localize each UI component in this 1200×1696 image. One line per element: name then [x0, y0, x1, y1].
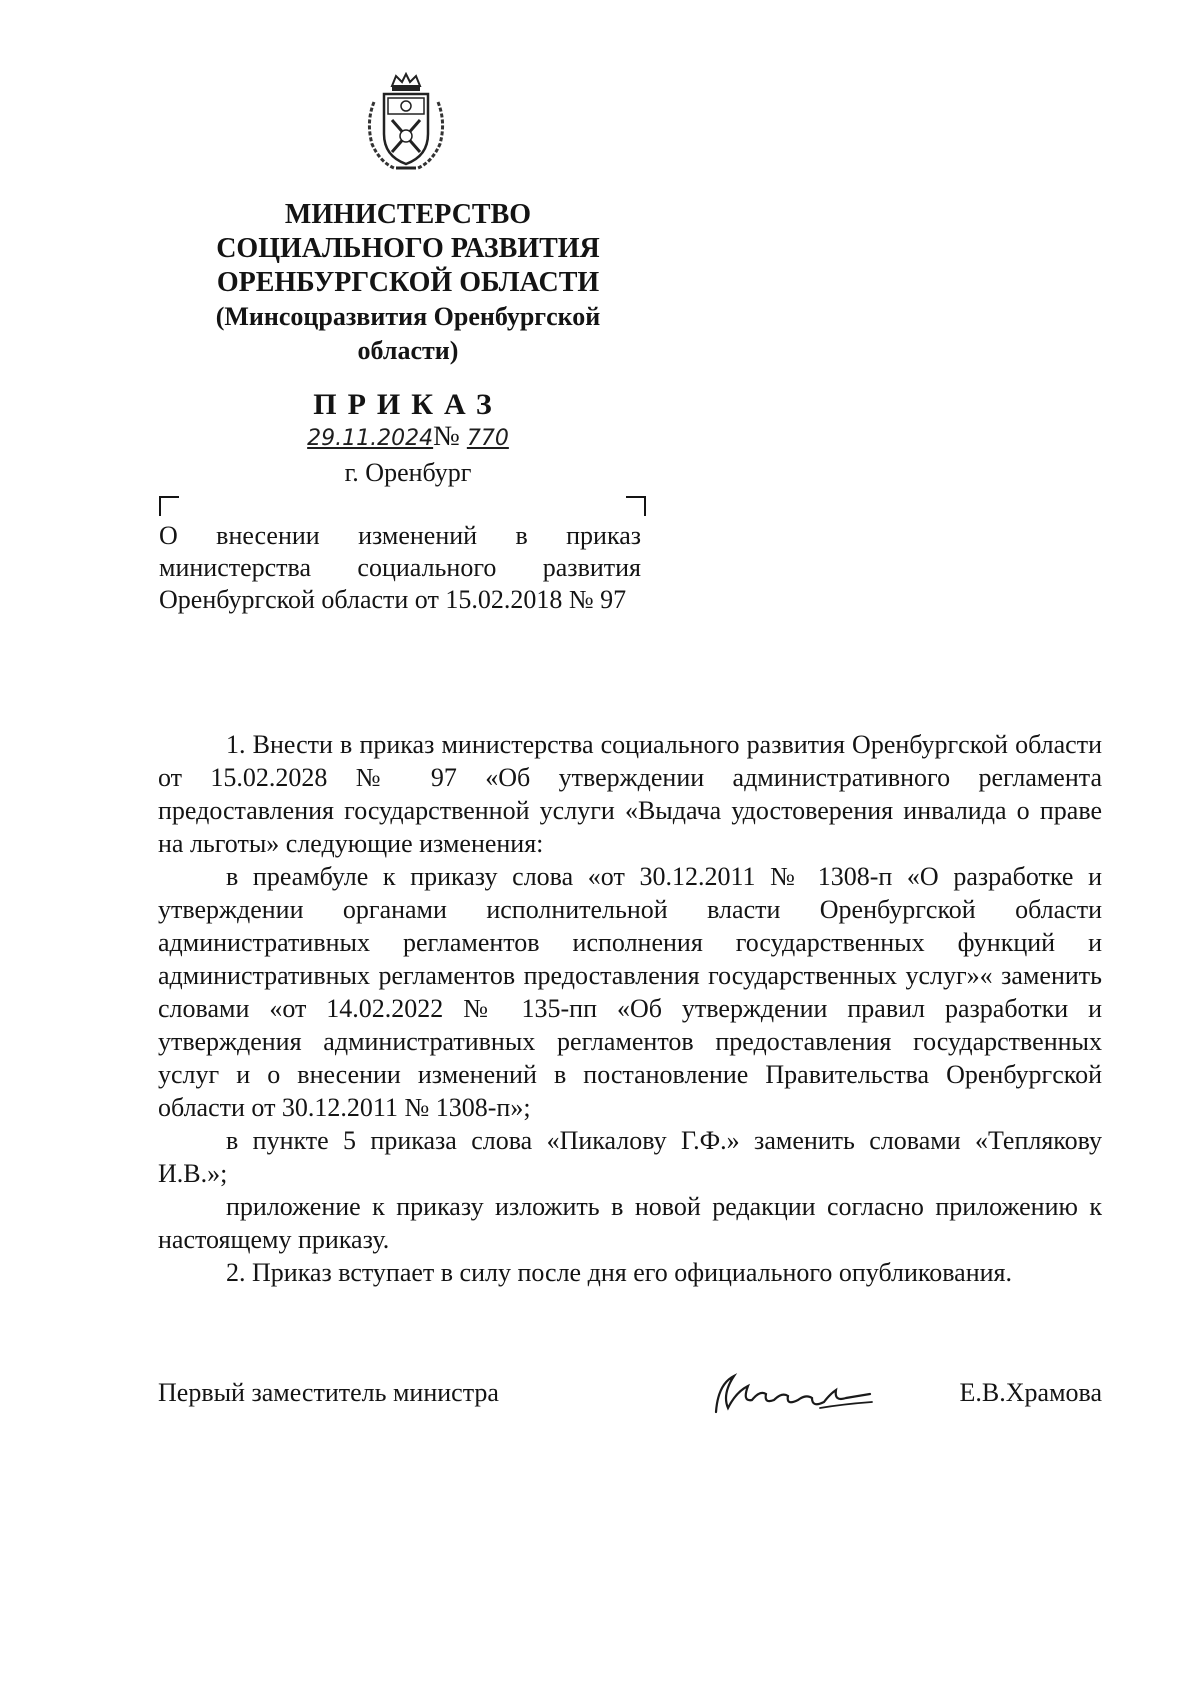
corner-bracket-left — [159, 496, 179, 516]
signature-block — [158, 1378, 1102, 1428]
org-name-line: ОРЕНБУРГСКОЙ ОБЛАСТИ — [216, 267, 600, 298]
order-date: 29.11.2024 — [307, 426, 434, 451]
body-paragraph: 1. Внести в приказ министерства социального развития Оренбургской области от 15.02.2028 № 97 «Об утверждении административного регламента предоставления государственной услуги «Выдача удостоверения инвалида о праве на льготы» следующие изменения: — [158, 730, 1102, 858]
body-paragraph: 2. Приказ вступает в силу после дня его официального опубликования. — [226, 1258, 1012, 1287]
order-city: г. Оренбург — [344, 458, 472, 487]
order-title: ПРИКАЗ — [313, 388, 503, 421]
corner-bracket-right — [626, 496, 646, 516]
org-name-line: СОЦИАЛЬНОГО РАЗВИТИЯ — [216, 233, 600, 264]
order-body — [158, 728, 1102, 1289]
body-paragraph: приложение к приказу изложить в новой редакции согласно приложению к настоящему приказу. — [158, 1192, 1102, 1254]
body-paragraph: в преамбуле к приказу слова «от 30.12.2011 № 1308-п «О разработке и утверждении органами исполнительной власти Оренбургской области административных регламентов исполнения государственных функций и административных регламентов предоставления государственных услуг»« заменить словами «от 14.02.2022 № 135-пп «Об утверждении правил разработки и утверждения административных регламентов предоставления государственных услуг и о внесении изменений в постановление Правительства Оренбургской области от 30.12.2011 № 1308-п»; — [158, 862, 1102, 1122]
order-number: 770 — [466, 426, 509, 451]
order-date-number — [180, 420, 636, 456]
org-name-line: МИНИСТЕРСТВО — [284, 199, 532, 230]
org-short-name-line: (Минсоцразвития Оренбургской — [215, 302, 601, 331]
org-short-name-line: области) — [357, 336, 459, 365]
body-paragraph: в пункте 5 приказа слова «Пикалову Г.Ф.» заменить словами «Теплякову И.В.»; — [158, 1126, 1102, 1188]
handwritten-signature — [708, 1364, 878, 1420]
signer-position: Первый заместитель министра — [158, 1378, 499, 1407]
order-subject: О внесении изменений в приказ министерства социального развития Оренбургской области от 15.02.2018 № 97 — [159, 521, 641, 614]
number-sign: № — [433, 421, 460, 452]
coat-of-arms-emblem — [362, 72, 450, 172]
signer-name: Е.В.Храмова — [959, 1378, 1102, 1407]
